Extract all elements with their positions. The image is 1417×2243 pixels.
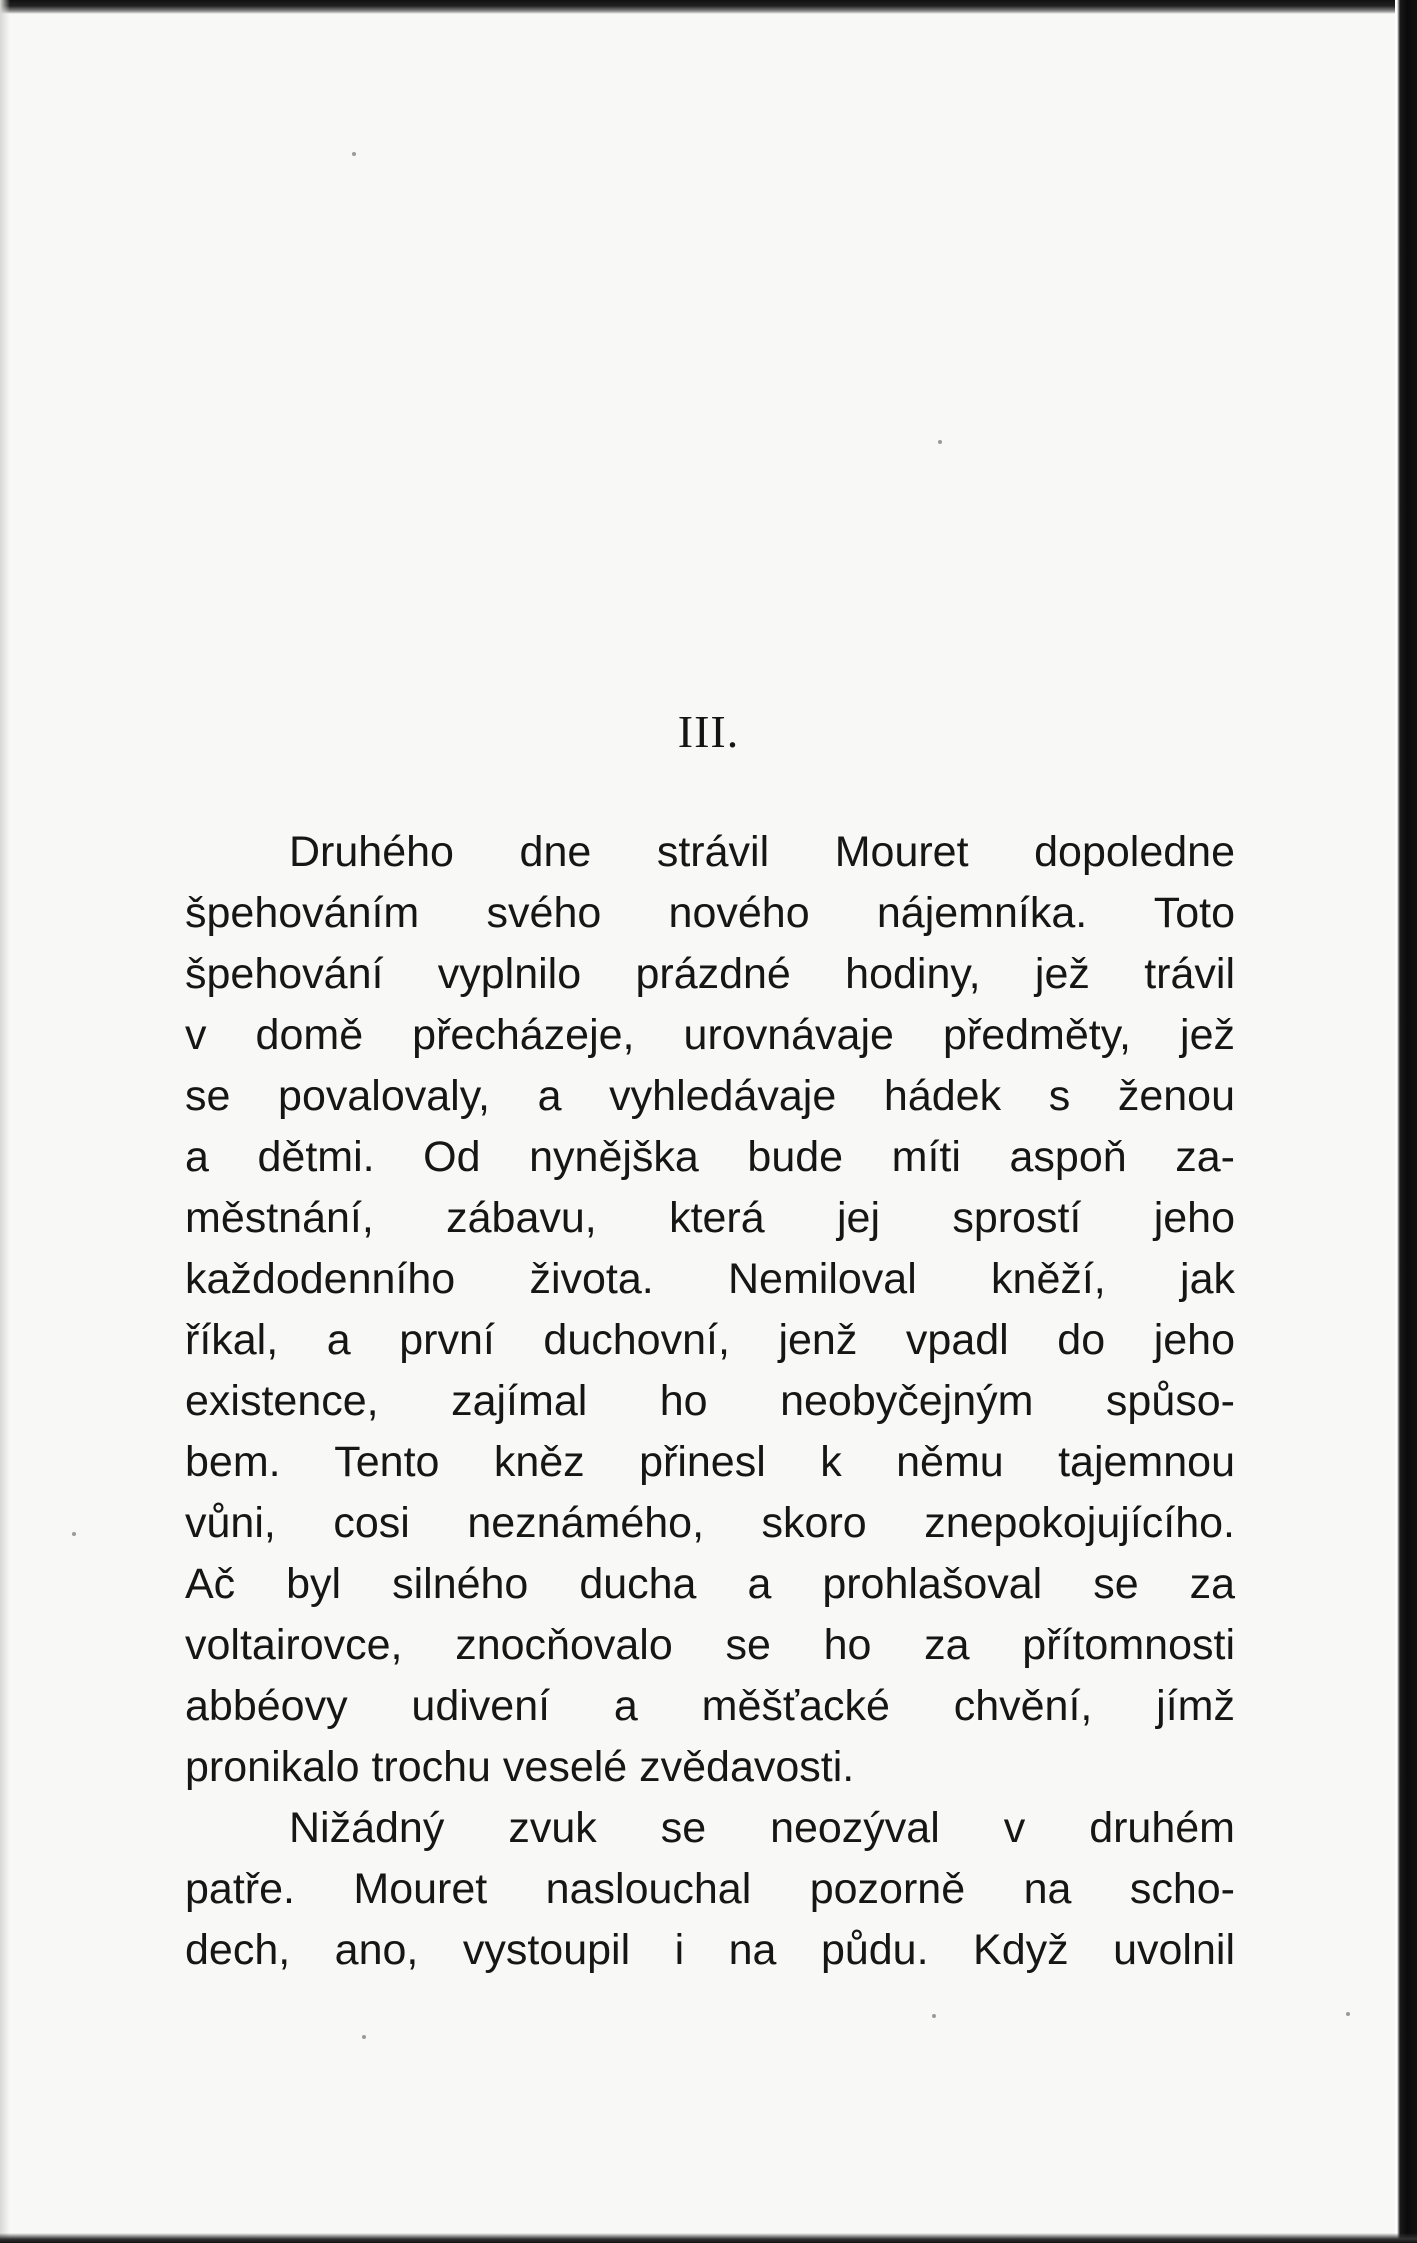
text-line: dech, ano, vystoupil i na půdu. Když uvolnil [185,1926,1235,1974]
text-line: Nižádný zvuk se neozýval v druhém [289,1804,1235,1852]
paper-speck [362,2035,366,2039]
text-line: špehováním svého nového nájemníka. Toto [185,889,1235,937]
text-line: Ač byl silného ducha a prohlašoval se za [185,1560,1235,1608]
paper-speck [352,152,356,156]
page-bottom-edge [0,2233,1417,2243]
text-line: městnání, zábavu, která jej sprostí jeho [185,1194,1235,1242]
text-line: se povalovaly, a vyhledávaje hádek s ženou [185,1072,1235,1120]
text-line: voltairovce, znocňovalo se ho za přítomnosti [185,1621,1235,1669]
page-left-shade [0,0,10,2243]
text-line: abbéovy udivení a měšťacké chvění, jímž [185,1682,1235,1730]
text-line: vůni, cosi neznámého, skoro znepokojujícího. [185,1499,1235,1547]
page-top-edge [0,0,1417,14]
text-line: existence, zajímal ho neobyčejným spůso- [185,1377,1235,1425]
text-line: a dětmi. Od nynějška bude míti aspoň za- [185,1133,1235,1181]
page-right-edge [1395,0,1417,2243]
text-line: bem. Tento kněz přinesl k němu tajemnou [185,1438,1235,1486]
paper-speck [932,2014,936,2018]
text-line: pronikalo trochu veselé zvědavosti. [185,1743,855,1791]
text-line: říkal, a první duchovní, jenž vpadl do jeho [185,1316,1235,1364]
text-line: každodenního života. Nemiloval kněží, jak [185,1255,1235,1303]
paper-speck [1346,2012,1350,2016]
paper-speck [72,1532,76,1536]
paper-speck [938,440,942,444]
text-line: v domě přecházeje, urovnávaje předměty, jež [185,1011,1235,1059]
body-text [185,822,1235,1981]
text-line: patře. Mouret naslouchal pozorně na scho- [185,1865,1235,1913]
text-line: špehování vyplnilo prázdné hodiny, jež trávil [185,950,1235,998]
chapter-heading: III. [677,706,740,757]
text-line: Druhého dne strávil Mouret dopoledne [289,828,1235,876]
